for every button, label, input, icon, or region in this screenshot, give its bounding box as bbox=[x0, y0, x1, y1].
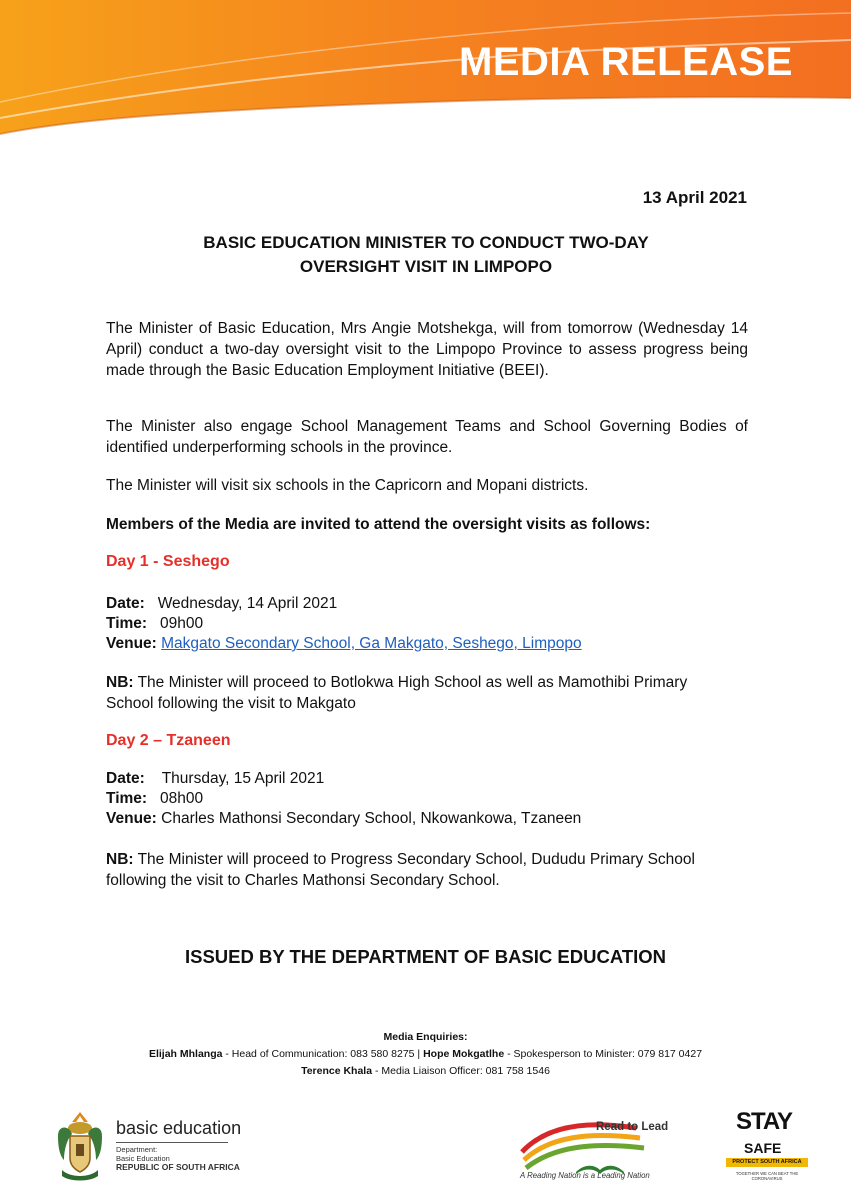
stay-word: STAY bbox=[736, 1108, 793, 1135]
read-to-lead-tagline: A Reading Nation is a Leading Nation bbox=[520, 1171, 650, 1180]
headline bbox=[106, 231, 746, 279]
day-2-time-row bbox=[106, 789, 581, 809]
department-text bbox=[116, 1118, 241, 1172]
stay-safe-slogan: TOGETHER WE CAN BEAT THE CORONAVIRUS bbox=[735, 1171, 799, 1181]
nb-label: NB: bbox=[106, 674, 134, 691]
department-line-3 bbox=[116, 1163, 241, 1172]
department-details bbox=[116, 1145, 241, 1172]
day-2-note-text: The Minister will proceed to Progress Secondary School, Dududu Primary School bbox=[137, 851, 695, 868]
issued-by: ISSUED BY THE DEPARTMENT OF BASIC EDUCATION bbox=[184, 946, 667, 967]
header-banner bbox=[0, 0, 851, 140]
day-2-note bbox=[106, 849, 748, 891]
day-1-venue-row bbox=[106, 634, 582, 654]
day-2-note-line-2: following the visit to Charles Mathonsi Secondary School. bbox=[106, 872, 500, 889]
day-2-time: 08h00 bbox=[159, 790, 204, 807]
time-label: Time: bbox=[106, 790, 148, 807]
day-1-note-line-2: School following the visit to Makgato bbox=[106, 695, 356, 712]
nb-label: NB: bbox=[106, 851, 134, 868]
day-2-heading: Day 2 – Tzaneen bbox=[106, 732, 231, 749]
date-label: Date: bbox=[106, 595, 145, 612]
day-1-note bbox=[106, 672, 748, 714]
contact-2-name: Hope Mokgatlhe bbox=[423, 1048, 505, 1060]
day-1-date-row bbox=[106, 594, 582, 614]
headline-line-2: OVERSIGHT VISIT IN LIMPOPO bbox=[299, 257, 553, 276]
department-name: basic education bbox=[116, 1118, 242, 1138]
day-1-venue-link[interactable]: Makgato Secondary School, Ga Makgato, Seshego, Limpopo bbox=[161, 635, 582, 652]
enquiries-line-2 bbox=[0, 1063, 851, 1080]
contact-3-name: Terence Khala bbox=[301, 1065, 373, 1077]
paragraph-engage: The Minister also engage School Management Teams and School Governing Bodies of identified underperforming schools in the province. bbox=[106, 418, 748, 456]
media-enquiries bbox=[0, 1029, 851, 1080]
read-to-lead-title: Read to Lead bbox=[596, 1121, 669, 1133]
day-1-date: Wednesday, 14 April 2021 bbox=[157, 595, 338, 612]
headline-line-1: BASIC EDUCATION MINISTER TO CONDUCT TWO-DAY bbox=[203, 233, 649, 252]
day-1-note-line-1 bbox=[106, 672, 748, 693]
day-1-time-row bbox=[106, 614, 582, 634]
department-line-2: Basic Education bbox=[116, 1154, 170, 1163]
day-1-note-text: The Minister will proceed to Botlokwa High School as well as Mamothibi Primary bbox=[137, 674, 688, 691]
release-date: 13 April 2021 bbox=[642, 188, 747, 207]
day-1-heading: Day 1 - Seshego bbox=[106, 553, 230, 570]
paragraph-schools: The Minister will visit six schools in the Capricorn and Mopani districts. bbox=[106, 477, 589, 494]
department-country: REPUBLIC OF SOUTH AFRICA bbox=[116, 1162, 240, 1172]
venue-label: Venue: bbox=[106, 635, 157, 652]
day-2-date-row bbox=[106, 769, 581, 789]
date-label: Date: bbox=[106, 770, 145, 787]
day-2-note-line-1 bbox=[106, 849, 748, 870]
enquiries-title-text: Media Enquiries: bbox=[383, 1031, 468, 1043]
day-2-date: Thursday, 15 April 2021 bbox=[161, 770, 325, 787]
department-line-1: Department: bbox=[116, 1145, 158, 1154]
contact-1-role: - Head of Communication: 083 580 8275 | bbox=[222, 1048, 424, 1060]
contact-3-role: - Media Liaison Officer: 081 758 1546 bbox=[372, 1065, 550, 1077]
contact-1-name: Elijah Mhlanga bbox=[148, 1048, 223, 1060]
day-1-details bbox=[106, 594, 582, 654]
enquiries-line-1 bbox=[0, 1046, 851, 1063]
day-1-time: 09h00 bbox=[159, 615, 204, 632]
safe-word: SAFE bbox=[744, 1140, 782, 1156]
enquiries-title bbox=[0, 1029, 851, 1046]
time-label: Time: bbox=[106, 615, 148, 632]
paragraph-intro: The Minister of Basic Education, Mrs Angie Motshekga, will from tomorrow (Wednesday 14 April) conduct a two-day oversight visit to the Limpopo Province to assess progress being made through the Basic Education Employment Initiative (BEEI). bbox=[106, 320, 748, 379]
paragraph-invite: Members of the Media are invited to attend the oversight visits as follows: bbox=[106, 516, 651, 533]
venue-label: Venue: bbox=[106, 810, 157, 827]
department-divider bbox=[116, 1142, 228, 1143]
stay-safe-bar-text: PROTECT SOUTH AFRICA bbox=[732, 1159, 802, 1165]
media-release-title: MEDIA RELEASE bbox=[459, 40, 793, 84]
coat-of-arms-icon bbox=[50, 1108, 110, 1184]
contact-2-role: - Spokesperson to Minister: 079 817 0427 bbox=[504, 1048, 703, 1060]
day-2-venue: Charles Mathonsi Secondary School, Nkowankowa, Tzaneen bbox=[161, 810, 582, 827]
stay-safe-bar bbox=[726, 1158, 808, 1167]
day-2-details bbox=[106, 769, 581, 829]
day-2-venue-row bbox=[106, 809, 581, 829]
